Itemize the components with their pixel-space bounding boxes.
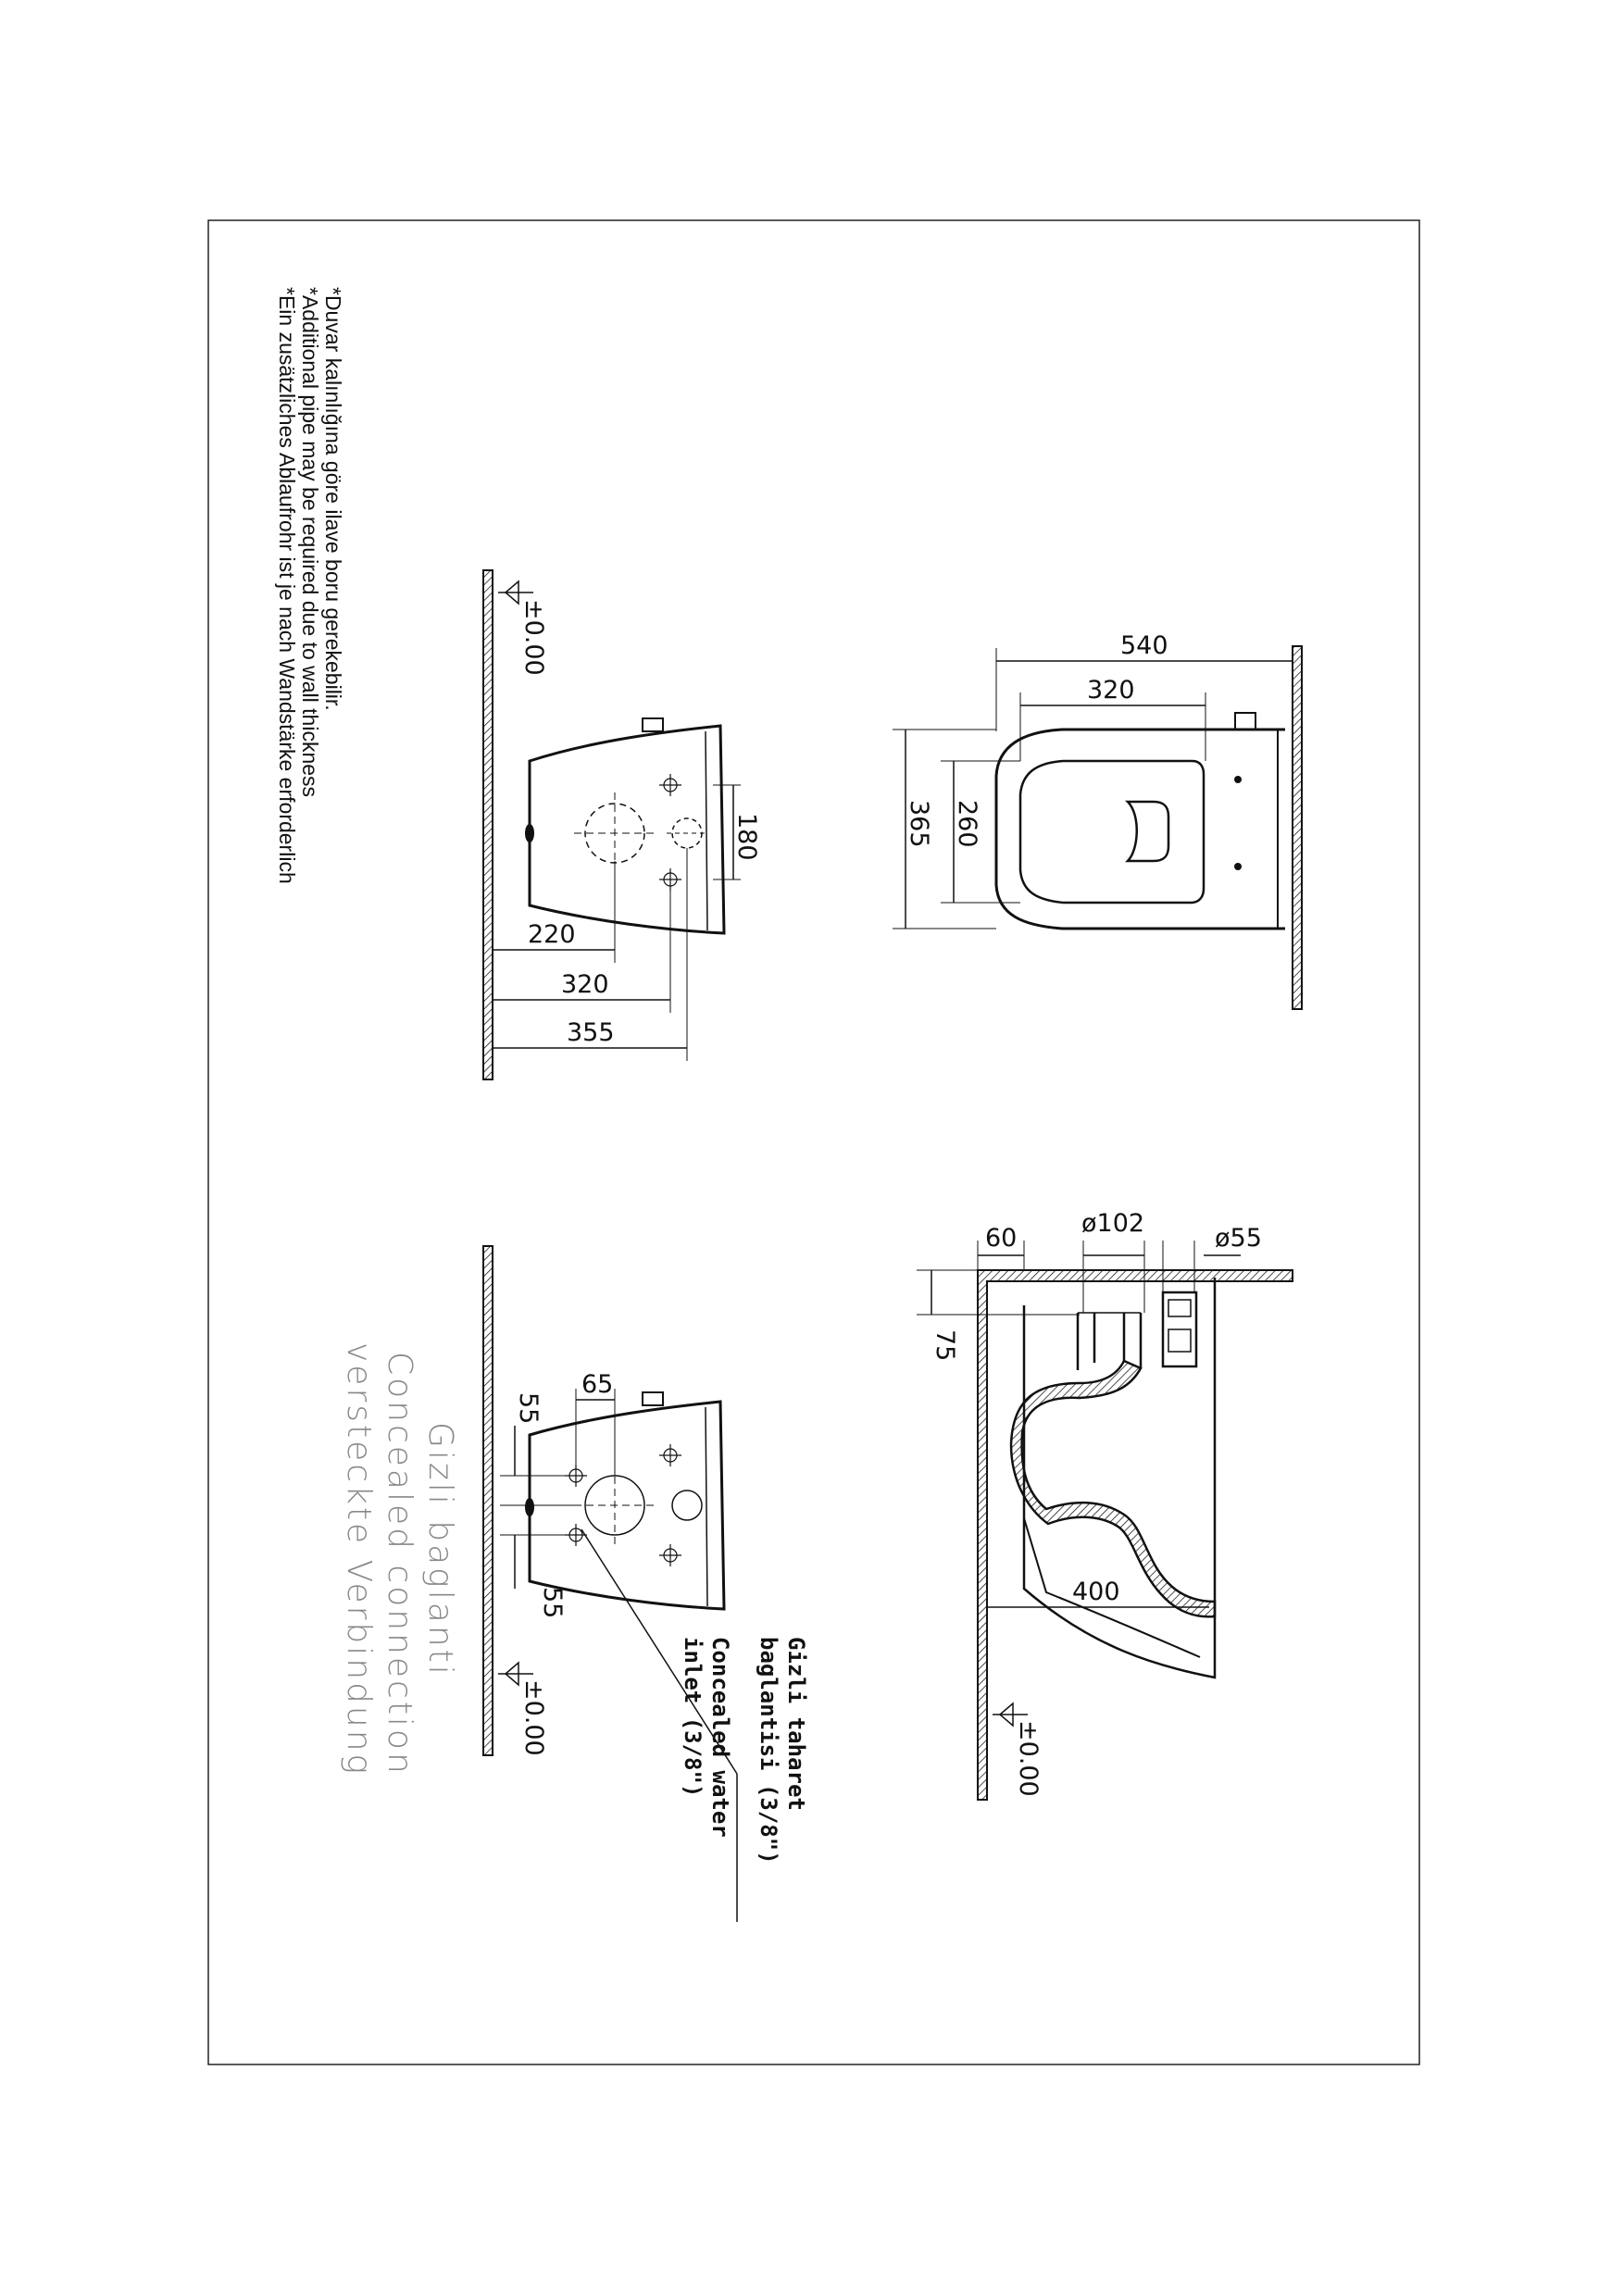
- pan-outline: [996, 730, 1285, 929]
- dim-320: 320: [561, 970, 609, 999]
- note-de: *Ein zusätzliches Ablaufrohr ist je nach Wandstärke erforderlich: [275, 287, 299, 884]
- sheet-border: [208, 220, 1419, 2064]
- seat-hinge: [643, 1392, 663, 1405]
- seat-hinge: [1235, 713, 1255, 730]
- dim-220: 220: [528, 920, 576, 949]
- water-inlet-tr-2: baglantisi (3/8"): [756, 1637, 781, 1865]
- fixing-hole: [1234, 863, 1242, 870]
- top-view: [893, 631, 1302, 1009]
- dim-260: 260: [953, 800, 981, 848]
- level-label: ±0.00: [519, 599, 548, 676]
- dim-320: 320: [1087, 676, 1135, 705]
- rear-tab: [525, 824, 534, 842]
- dim-55-top: 55: [514, 1392, 543, 1425]
- inlet-circle: [672, 1491, 702, 1520]
- dim-400: 400: [1072, 1578, 1120, 1606]
- level-mark: [498, 1663, 548, 1756]
- rear-tab: [525, 1498, 534, 1516]
- connection-view: [340, 1246, 809, 1922]
- dim-55-bottom: 55: [538, 1587, 567, 1619]
- notes-block: [275, 287, 345, 884]
- water-inlet-en-1: Concealed water: [707, 1637, 733, 1838]
- wall-section: [483, 1246, 493, 1755]
- pan-outline: [1024, 1278, 1215, 1678]
- connection-title-en: Concealed connection: [381, 1352, 418, 1777]
- note-tr: *Duvar kalınlığına göre ilave boru gerekebilir.: [321, 287, 345, 711]
- dim-540: 540: [1120, 631, 1168, 660]
- fixing-holes: [659, 774, 681, 891]
- level-label: ±0.00: [1014, 1720, 1043, 1797]
- wall-section: [1293, 646, 1302, 1009]
- water-inlet-en-2: inlet (3/8"): [680, 1637, 706, 1798]
- dim-180: 180: [732, 813, 761, 861]
- bowl-outline: [1020, 761, 1204, 903]
- dim-60: 60: [985, 1224, 1018, 1253]
- connection-title-de: versteckte Verbindung: [340, 1342, 378, 1777]
- pan-outline: [530, 726, 724, 933]
- dim-75: 75: [931, 1329, 959, 1362]
- level-label: ±0.00: [519, 1679, 548, 1756]
- dim-d55: ø55: [1215, 1224, 1262, 1253]
- dim-65: 65: [581, 1370, 614, 1399]
- wall-section: [483, 570, 493, 1079]
- dim-365: 365: [905, 800, 933, 848]
- fixing-hole: [1234, 776, 1242, 783]
- seat-hinge: [643, 718, 663, 731]
- outlet-pipe: [1078, 1313, 1141, 1370]
- water-inlet-tr-1: Gizli taharet: [783, 1637, 809, 1811]
- dim-d102: ø102: [1081, 1209, 1145, 1238]
- level-mark: [993, 1703, 1043, 1797]
- section-view: [917, 1209, 1293, 1800]
- drain-opening: [1128, 802, 1168, 861]
- dim-355: 355: [567, 1018, 615, 1047]
- note-en: *Additional pipe may be required due to wall thickness: [298, 287, 322, 798]
- level-mark: [498, 581, 548, 676]
- rear-view: [483, 570, 761, 1079]
- connection-title-tr: Gizli baglanti: [421, 1422, 459, 1678]
